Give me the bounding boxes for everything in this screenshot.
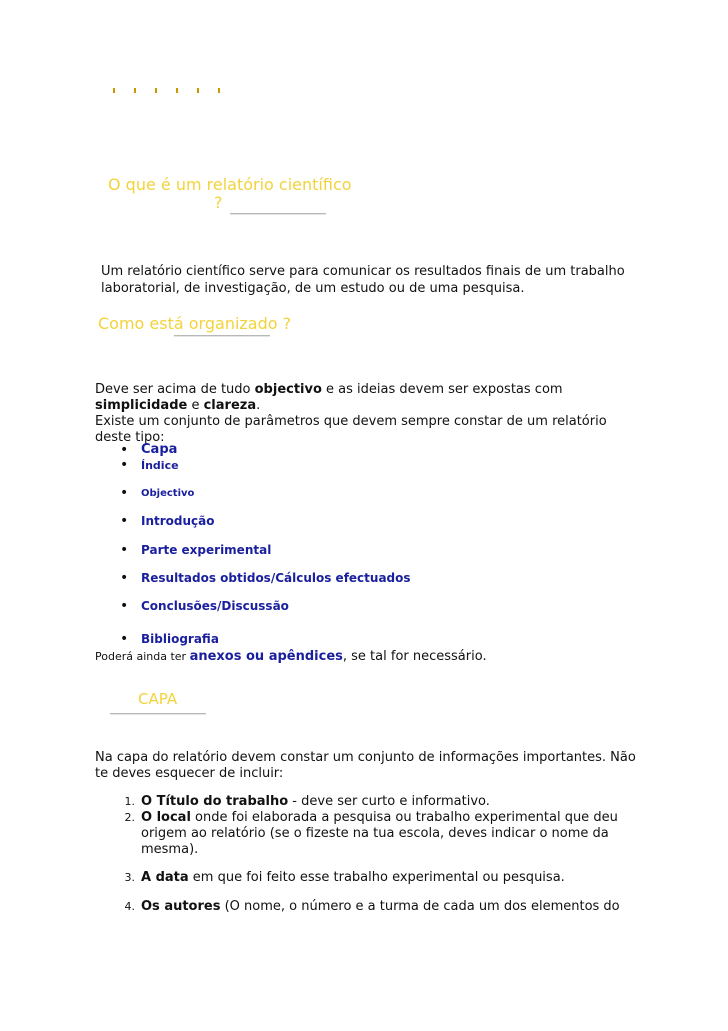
item-text: em que foi feito esse trabalho experimental ou pesquisa. [188,870,565,885]
list-item [120,513,215,529]
list-item [120,542,272,558]
intro-line-2: laboratorial, de investigação, de um estudo ou de uma pesquisa. [101,281,525,296]
section-item-label: Capa [141,442,178,457]
org-line-2 [95,398,260,414]
tick-mark [113,88,115,93]
text-run: Deve ser acima de tudo [95,382,255,397]
bold-term-simplicidade: simplicidade [95,398,188,413]
text-run: , se tal for necessário. [342,649,487,664]
capa-line-1: Na capa do relatório devem constar um conjunto de informações importantes. Não [95,750,636,765]
bullet-icon: • [120,570,129,586]
list-item [120,598,289,614]
list-item [124,794,490,810]
optional-annexes-sentence [95,647,487,667]
bullet-icon: • [120,631,129,647]
item-line [124,810,618,826]
bullet-icon: • [120,513,129,529]
list-item [120,457,179,473]
item-number: 1. [124,795,135,808]
section-item-label: Conclusões/Discussão [141,599,289,613]
list-item [124,810,618,858]
heading-underline [230,213,326,215]
bullet-icon: • [120,442,129,458]
item-text: (O nome, o número e a turma de cada um dos elementos do [220,899,620,914]
text-run: e [187,398,204,413]
heading-capa: CAPA [138,690,178,708]
bullet-icon: • [120,598,129,614]
org-line-3: Existe um conjunto de parâmetros que devem sempre constar de um relatório [95,414,607,429]
tick-mark [134,88,136,93]
intro-line-1: Um relatório científico serve para comunicar os resultados finais de um trabalho [101,264,625,279]
list-item [120,570,411,586]
heading-underline [174,335,270,337]
item-title: Os autores [141,899,221,914]
heading-underline [110,713,206,715]
heading-what-is-report: O que é um relatório científico [108,175,352,194]
org-line-1 [95,382,563,398]
item-title: O Título do trabalho [141,794,289,809]
section-item-label: Resultados obtidos/Cálculos efectuados [141,571,411,585]
item-text: onde foi elaborada a pesquisa ou trabalho experimental que deu [190,810,618,825]
list-item [120,485,195,501]
capa-line-2: te deves esquecer de incluir: [95,766,284,781]
list-item [120,442,178,458]
list-item [124,899,620,915]
tick-mark [155,88,157,93]
text-run: e as ideias devem ser expostas com [321,382,563,397]
bullet-icon: • [120,457,129,473]
item-number: 4. [124,900,135,913]
bullet-icon: • [120,542,129,558]
bold-term-clareza: clareza [203,398,257,413]
bullet-icon: • [120,485,129,501]
tick-mark [197,88,199,93]
org-line-4: deste tipo: [95,430,165,445]
item-title: O local [141,810,191,825]
tick-mark [218,88,220,93]
item-text: - deve ser curto e informativo. [288,794,490,809]
section-item-label: Objectivo [141,488,195,499]
section-item-label: Parte experimental [141,543,272,557]
bold-term-annexes: anexos ou apêndices [189,649,343,664]
bold-term-objectivo: objectivo [254,382,322,397]
item-number: 2. [124,811,135,824]
text-run: Poderá ainda ter [95,650,190,663]
heading-organization: Como está organizado ? [98,314,292,333]
section-item-label: Índice [141,459,179,472]
item-text-continued: mesma). [141,842,199,857]
heading-question-mark: ? [214,193,223,212]
text-run: . [256,398,261,413]
item-title: A data [141,870,189,885]
tick-mark [176,88,178,93]
item-number: 3. [124,871,135,884]
section-item-label: Introdução [141,514,215,528]
item-text-continued: origem ao relatório (se o fizeste na tua escola, deves indicar o nome da [141,826,609,841]
section-item-label: Bibliografia [141,632,219,646]
list-item [120,631,219,647]
list-item [124,870,565,886]
